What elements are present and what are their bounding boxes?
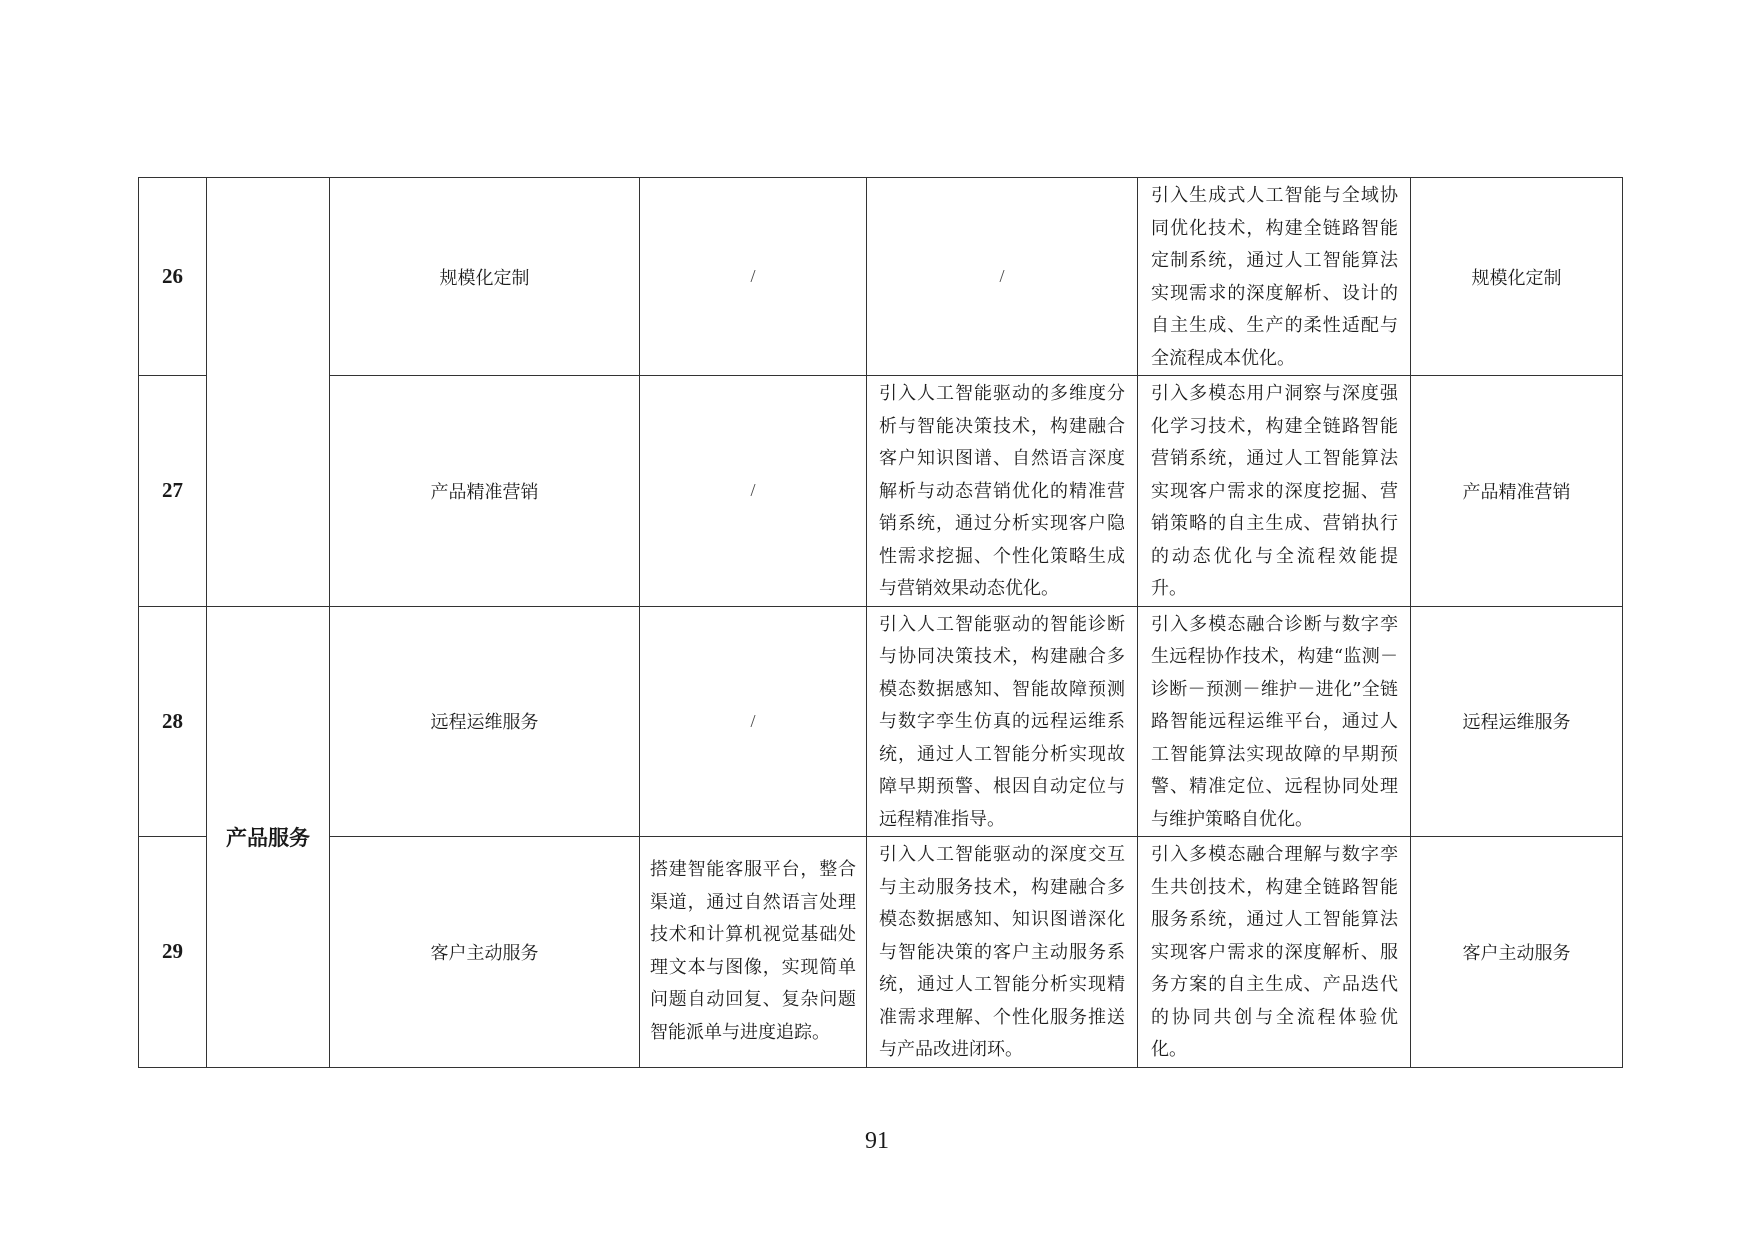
scenario-tag: 规模化定制 (1411, 178, 1623, 376)
table-row (139, 376, 1623, 607)
scenario-name: 产品精准营销 (330, 376, 640, 607)
level-2-description: / (867, 178, 1138, 376)
level-3-text: 引入多模态融合诊断与数字孪生远程协作技术，构建“监测－诊断－预测－维护－进化”全链路智能远程运维平台，通过人工智能算法实现故障的早期预警、精准定位、远程协同处理与维护策略自优化。 (1151, 613, 1398, 830)
level-1-description: / (640, 606, 867, 837)
level-1-text: 搭建智能客服平台，整合渠道，通过自然语言处理技术和计算机视觉基础处理文本与图像，实现简单问题自动回复、复杂问题智能派单与进度追踪。 (650, 859, 856, 1043)
level-3-description (1138, 606, 1411, 837)
level-1-description: / (640, 376, 867, 607)
scenario-name: 规模化定制 (330, 178, 640, 376)
capability-table (138, 177, 1623, 1068)
level-2-text: 引入人工智能驱动的智能诊断与协同决策技术，构建融合多模态数据感知、智能故障预测与数字孪生仿真的远程运维系统，通过人工智能分析实现故障早期预警、根因自动定位与远程精准指导。 (879, 613, 1125, 830)
scenario-tag: 客户主动服务 (1411, 837, 1623, 1068)
category-cell-empty (207, 178, 330, 607)
level-3-description (1138, 837, 1411, 1068)
scenario-name: 客户主动服务 (330, 837, 640, 1068)
level-2-description (867, 376, 1138, 607)
level-1-description (640, 837, 867, 1068)
table-row (139, 178, 1623, 376)
level-3-description (1138, 376, 1411, 607)
category-cell: 产品服务 (207, 606, 330, 1067)
level-3-description (1138, 178, 1411, 376)
level-3-text: 引入生成式人工智能与全域协同优化技术，构建全链路智能定制系统，通过人工智能算法实现需求的深度解析、设计的自主生成、生产的柔性适配与全流程成本优化。 (1151, 185, 1398, 369)
level-3-text: 引入多模态融合理解与数字孪生共创技术，构建全链路智能服务系统，通过人工智能算法实现客户需求的深度解析、服务方案的自主生成、产品迭代的协同共创与全流程体验优化。 (1151, 844, 1398, 1060)
row-number: 27 (139, 376, 207, 607)
level-1-description: / (640, 178, 867, 376)
scenario-tag: 远程运维服务 (1411, 606, 1623, 837)
table-row (139, 837, 1623, 1068)
page-number: 91 (865, 1128, 889, 1154)
table-row (139, 606, 1623, 837)
level-2-text: 引入人工智能驱动的多维度分析与智能决策技术，构建融合客户知识图谱、自然语言深度解析与动态营销优化的精准营销系统，通过分析实现客户隐性需求挖掘、个性化策略生成与营销效果动态优化。 (879, 383, 1125, 599)
level-3-text: 引入多模态用户洞察与深度强化学习技术，构建全链路智能营销系统，通过人工智能算法实现客户需求的深度挖掘、营销策略的自主生成、营销执行的动态优化与全流程效能提升。 (1151, 383, 1398, 599)
level-2-description (867, 606, 1138, 837)
level-2-text: 引入人工智能驱动的深度交互与主动服务技术，构建融合多模态数据感知、知识图谱深化与智能决策的客户主动服务系统，通过人工智能分析实现精准需求理解、个性化服务推送与产品改进闭环。 (879, 844, 1125, 1060)
scenario-tag: 产品精准营销 (1411, 376, 1623, 607)
row-number: 28 (139, 606, 207, 837)
level-2-description (867, 837, 1138, 1068)
scenario-name: 远程运维服务 (330, 606, 640, 837)
row-number: 26 (139, 178, 207, 376)
row-number: 29 (139, 837, 207, 1068)
